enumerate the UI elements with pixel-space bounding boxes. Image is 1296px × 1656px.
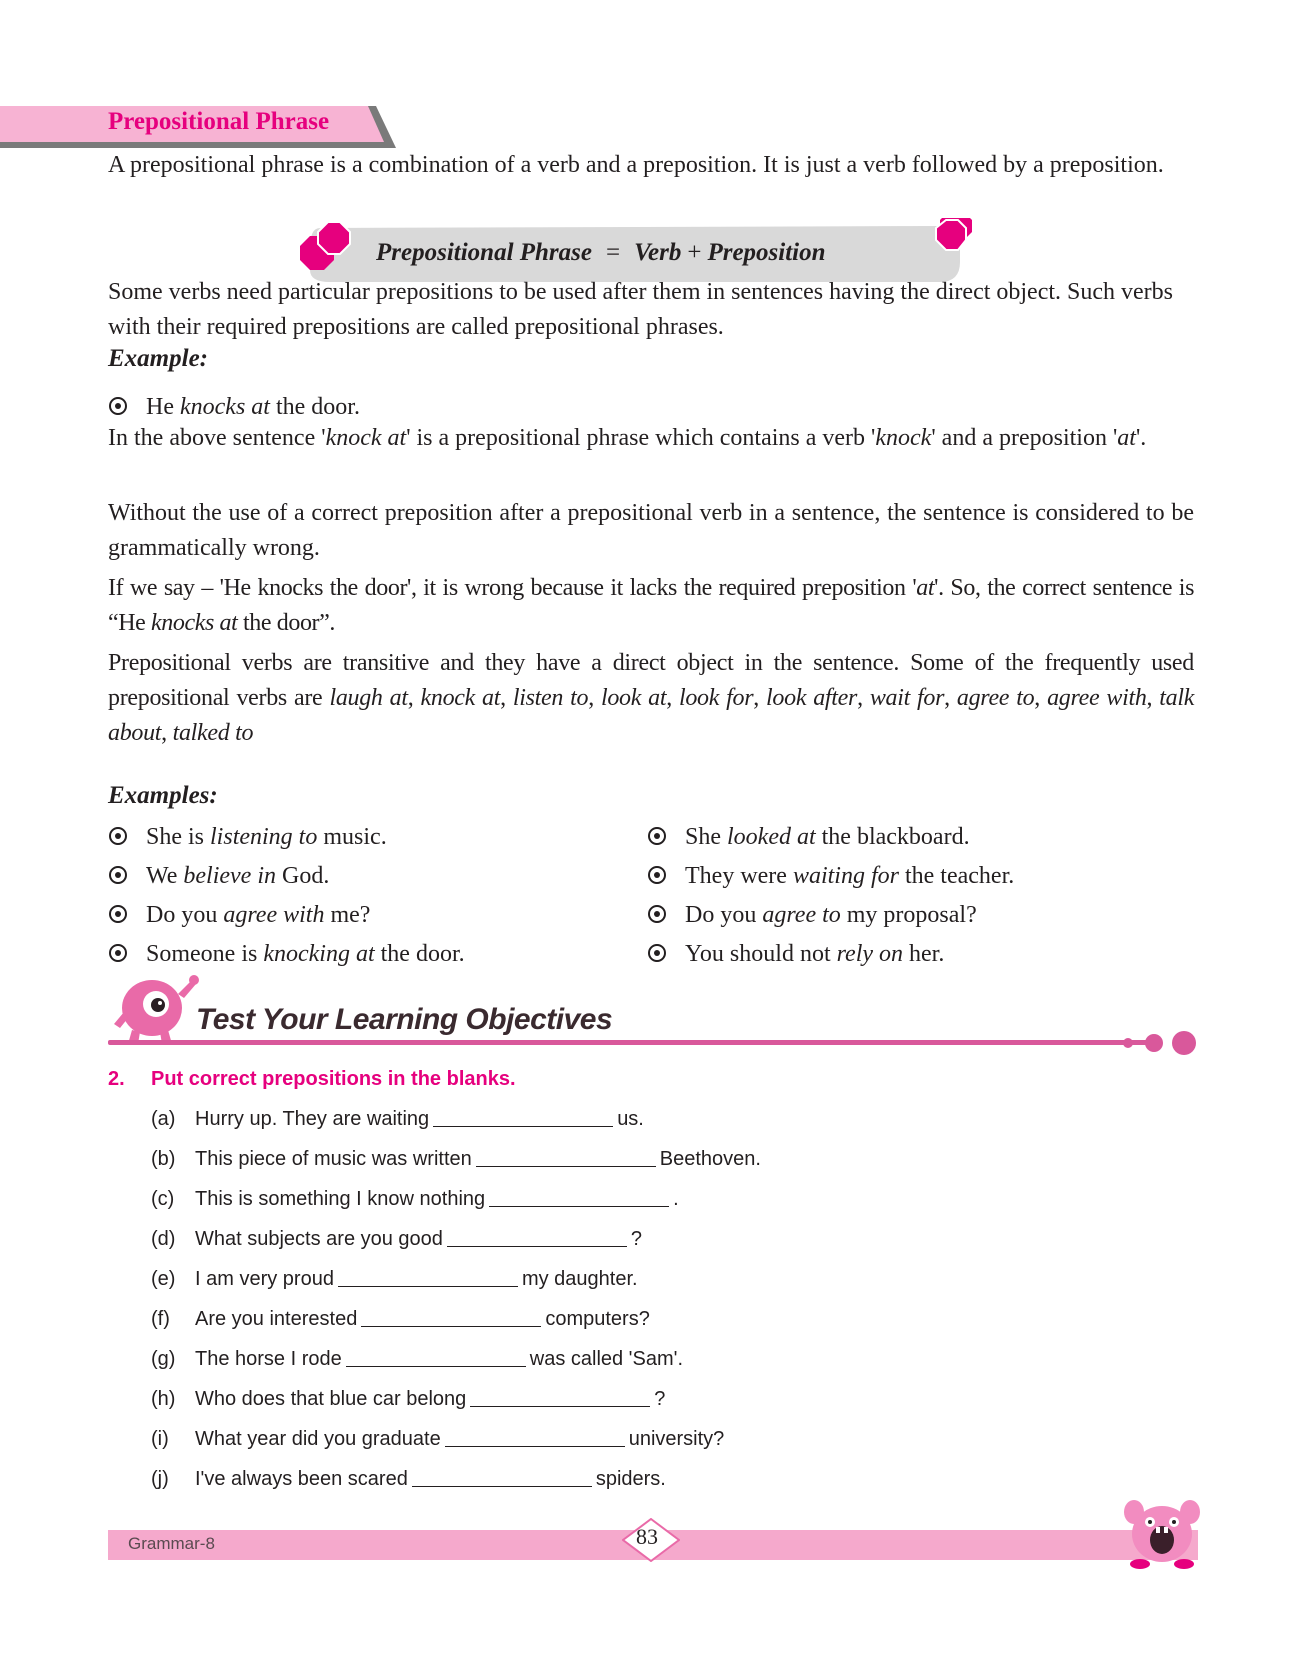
answer-blank[interactable]: [476, 1148, 656, 1167]
question-title: Put correct prepositions in the blanks.: [151, 1068, 516, 1090]
pink-monster-mascot-icon: [112, 972, 200, 1046]
pink-monster-footer-icon: [1118, 1494, 1204, 1570]
question-item: (j) I've always been scared spiders.: [151, 1468, 666, 1490]
question-item: (c) This is something I know nothing .: [151, 1188, 679, 1210]
example-item: Someone is knocking at the door.: [108, 939, 465, 978]
formula-verb: Verb: [634, 239, 682, 266]
question-item: (h) Who does that blue car belong ?: [151, 1388, 666, 1410]
bullet-icon: [108, 826, 128, 846]
answer-blank[interactable]: [412, 1468, 592, 1487]
example-item: We believe in God.: [108, 861, 465, 900]
answer-blank[interactable]: [346, 1348, 526, 1367]
formula-plus: +: [687, 239, 702, 266]
question-item: (a) Hurry up. They are waiting us.: [151, 1108, 644, 1130]
answer-blank[interactable]: [447, 1228, 627, 1247]
bullet-icon: [108, 396, 128, 416]
section-title: Prepositional Phrase: [108, 108, 330, 135]
answer-blank[interactable]: [489, 1188, 669, 1207]
rule-paragraph: Without the use of a correct preposition after a prepositional verb in a sentence, the sentence is considered to be grammatically wrong.: [108, 500, 1194, 561]
footer-book-label: Grammar-8: [128, 1534, 215, 1553]
example-item: She looked at the blackboard.: [647, 822, 1014, 861]
example-heading: Example:: [108, 345, 208, 372]
question-item: (d) What subjects are you good ?: [151, 1228, 643, 1250]
example-item: [108, 392, 360, 422]
example-item: She is listening to music.: [108, 822, 465, 861]
question-item: (f) Are you interested computers?: [151, 1308, 650, 1330]
question-item: (g) The horse I rode was called 'Sam'.: [151, 1348, 684, 1370]
bullet-icon: [108, 904, 128, 924]
explanation-paragraph: In the above sentence 'knock at' is a prepositional phrase which contains a verb 'knock' and a preposition 'at'.: [108, 425, 1147, 451]
question-number: 2.: [108, 1068, 125, 1090]
bullet-icon: [647, 943, 667, 963]
wrong-example-paragraph: If we say – 'He knocks the door', it is wrong because it lacks the required preposition 'at'. So, the correct sentence is “He knocks at the door”.: [108, 575, 1195, 636]
definition-paragraph: Some verbs need particular prepositions to be used after them in sentences having the direct object. Such verbs with their required prepositions are called prepositional phrases.: [108, 279, 1174, 340]
question-item: (b) This piece of music was written Beethoven.: [151, 1148, 761, 1170]
formula-left: Prepositional Phrase: [376, 239, 592, 266]
answer-blank[interactable]: [470, 1388, 650, 1407]
example-text: He: [146, 394, 180, 420]
examples-left-column: [108, 822, 465, 978]
bullet-icon: [647, 826, 667, 846]
example-item: You should not rely on her.: [647, 939, 1014, 978]
formula-equals: =: [606, 239, 621, 266]
example-text-end: the door.: [269, 394, 360, 420]
bullet-icon: [108, 865, 128, 885]
formula-text: [376, 239, 826, 267]
question-item: (e) I am very proud my daughter.: [151, 1268, 638, 1290]
page-number: 83: [636, 1524, 658, 1549]
answer-blank[interactable]: [361, 1308, 541, 1327]
example-item: Do you agree to my proposal?: [647, 900, 1014, 939]
question-item: (i) What year did you graduate university?: [151, 1428, 725, 1450]
example-item: Do you agree with me?: [108, 900, 465, 939]
answer-blank[interactable]: [433, 1108, 613, 1127]
example-item: They were waiting for the teacher.: [647, 861, 1014, 900]
bullet-icon: [647, 904, 667, 924]
bullet-icon: [108, 943, 128, 963]
answer-blank[interactable]: [445, 1428, 625, 1447]
test-divider-line: [108, 1040, 1148, 1045]
verbs-list-paragraph: Prepositional verbs are transitive and they have a direct object in the sentence. Some of the frequently used prepositional verbs are laugh at, knock at, listen to, look at, look for, look after, wait for, agree to, agree with, talk about, talked to: [108, 650, 1195, 746]
examples-right-column: [647, 822, 1014, 978]
formula-preposition: Preposition: [707, 239, 826, 266]
pink-cubes-right-icon: [936, 218, 972, 250]
bullet-icon: [647, 865, 667, 885]
examples-heading: Examples:: [108, 782, 218, 809]
intro-paragraph: A prepositional phrase is a combination of a verb and a preposition. It is just a verb followed by a preposition.: [108, 152, 1164, 178]
answer-blank[interactable]: [338, 1268, 518, 1287]
example-verb: knocks at: [179, 394, 270, 420]
test-section-title: Test Your Learning Objectives: [196, 1003, 613, 1036]
decorative-dots-icon: [1118, 1028, 1198, 1058]
